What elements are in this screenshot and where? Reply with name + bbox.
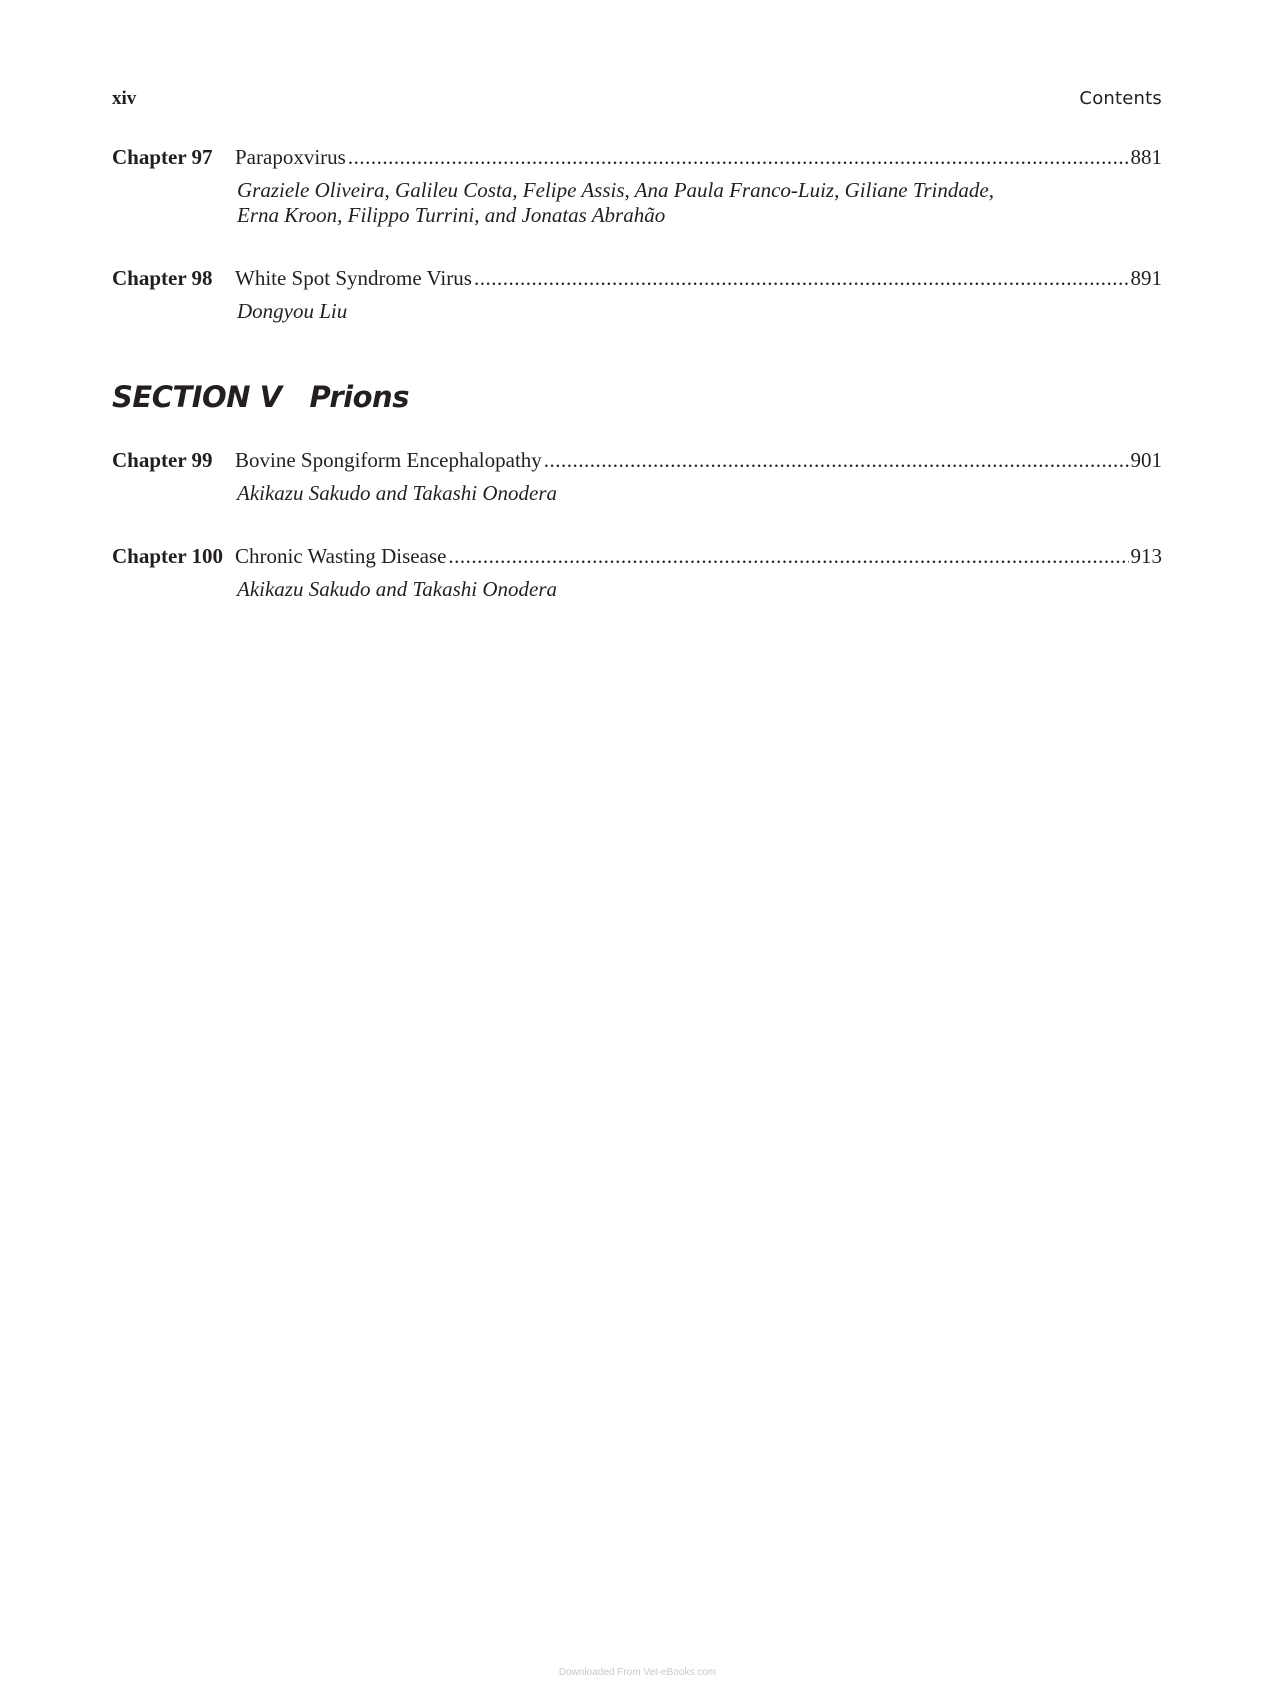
dot-leader	[348, 142, 1129, 172]
chapter-number: Chapter 99	[112, 448, 213, 472]
toc-entry-chapter-99	[112, 445, 1162, 506]
chapter-authors: Dongyou Liu	[237, 299, 348, 323]
toc-entry-row	[112, 445, 1162, 475]
section-heading	[112, 380, 409, 414]
chapter-title-line[interactable]	[235, 445, 1162, 475]
dot-leader	[448, 541, 1128, 571]
toc-entry-row	[112, 263, 1162, 293]
page-header	[112, 88, 1162, 114]
section-label: SECTION V	[112, 380, 282, 414]
page-reference[interactable]: 901	[1130, 448, 1162, 472]
chapter-number: Chapter 98	[112, 266, 213, 290]
toc-entry-chapter-98	[112, 263, 1162, 324]
footer-watermark: Downloaded From Vet-eBooks.com	[558, 1667, 717, 1678]
page-reference[interactable]: 881	[1130, 145, 1162, 169]
chapter-authors: Akikazu Sakudo and Takashi Onodera	[237, 577, 558, 601]
chapter-number: Chapter 97	[112, 145, 213, 169]
page-number: xiv	[112, 88, 137, 109]
toc-entry-row	[112, 541, 1162, 571]
toc-entry-chapter-97	[112, 142, 1162, 228]
dot-leader	[474, 263, 1129, 293]
chapter-number: Chapter 100	[112, 544, 224, 568]
chapter-title[interactable]: White Spot Syndrome Virus	[235, 266, 472, 290]
chapter-title-line[interactable]	[235, 142, 1162, 172]
chapter-title[interactable]: Parapoxvirus	[235, 145, 346, 169]
page-reference[interactable]: 891	[1130, 266, 1162, 290]
section-title: Prions	[309, 380, 409, 414]
toc-entry-row	[112, 142, 1162, 172]
dot-leader	[544, 445, 1129, 475]
page-reference[interactable]: 913	[1130, 544, 1162, 568]
running-head: Contents	[1079, 88, 1162, 109]
chapter-title-line[interactable]	[235, 541, 1162, 571]
toc-entry-chapter-100	[112, 541, 1162, 602]
chapter-authors: Graziele Oliveira, Galileu Costa, Felipe Assis, Ana Paula Franco-Luiz, Giliane Trindade, Erna Kroon, Filippo Turrini, and Jonatas Abrahão	[237, 178, 994, 227]
chapter-title-line[interactable]	[235, 263, 1162, 293]
chapter-authors: Akikazu Sakudo and Takashi Onodera	[237, 481, 558, 505]
chapter-title[interactable]: Chronic Wasting Disease	[235, 544, 447, 568]
chapter-title[interactable]: Bovine Spongiform Encephalopathy	[235, 448, 542, 472]
